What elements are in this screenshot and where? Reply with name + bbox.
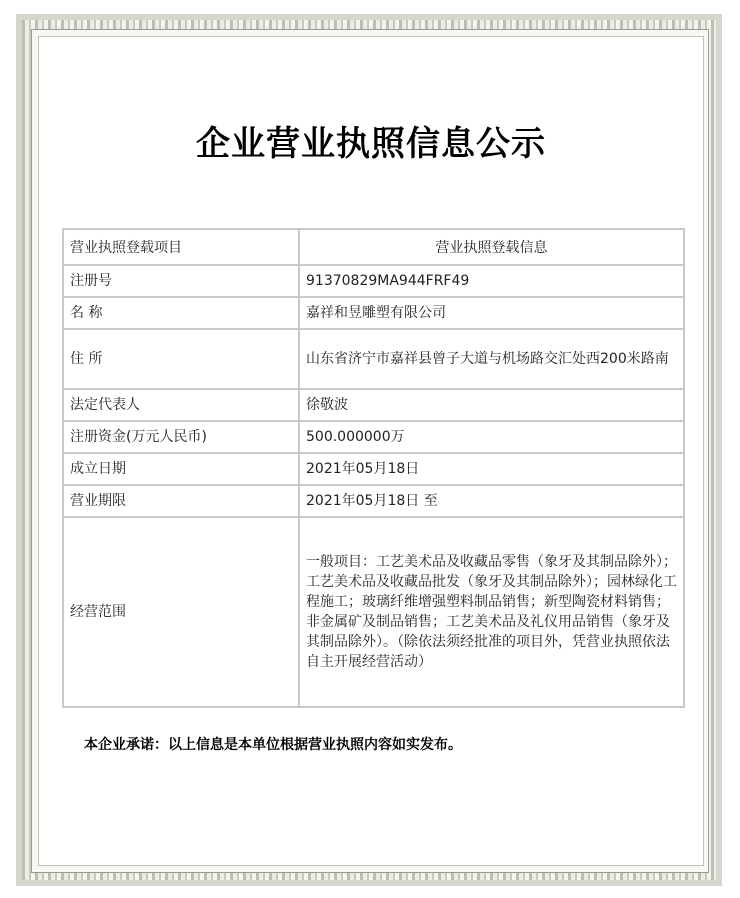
row-value: 嘉祥和昱雕塑有限公司: [299, 297, 684, 329]
row-value: 500.000000万: [299, 421, 684, 453]
header-item-column: 营业执照登载项目: [63, 229, 299, 265]
company-pledge: 本企业承诺：以上信息是本单位根据营业执照内容如实发布。: [84, 737, 462, 753]
table-row-address: [63, 329, 684, 389]
row-value: 2021年05月18日 至: [299, 485, 684, 517]
row-label: 注册资金(万元人民币): [63, 421, 299, 453]
row-label: 成立日期: [63, 453, 299, 485]
table-row-legal-representative: [63, 389, 684, 421]
row-label: 营业期限: [63, 485, 299, 517]
row-value: 一般项目：工艺美术品及收藏品零售（象牙及其制品除外）；工艺美术品及收藏品批发（象牙及其制品除外）；园林绿化工程施工；玻璃纤维增强塑料制品销售；新型陶瓷材料销售；非金属矿及制品销售；工艺美术品及礼仪用品销售（象牙及其制品除外）。（除依法须经批准的项目外，凭营业执照依法自主开展经营活动）: [299, 517, 684, 707]
license-info-table: [62, 228, 685, 708]
row-label: 名 称: [63, 297, 299, 329]
row-value: 山东省济宁市嘉祥县曾子大道与机场路交汇处西200米路南: [299, 329, 684, 389]
header-info-column: 营业执照登载信息: [299, 229, 684, 265]
row-label: 住 所: [63, 329, 299, 389]
row-label: 注册号: [63, 265, 299, 297]
row-value: 2021年05月18日: [299, 453, 684, 485]
row-label: 法定代表人: [63, 389, 299, 421]
table-row-business-term: [63, 485, 684, 517]
table-header-row: [63, 229, 684, 265]
table-row-name: [63, 297, 684, 329]
page-title: 企业营业执照信息公示: [196, 124, 546, 164]
row-value: 91370829MA944FRF49: [299, 265, 684, 297]
table-row-registered-capital: [63, 421, 684, 453]
table-row-registration-number: [63, 265, 684, 297]
table-row-establishment-date: [63, 453, 684, 485]
table-row-business-scope: [63, 517, 684, 707]
row-value: 徐敬波: [299, 389, 684, 421]
row-label: 经营范围: [63, 517, 299, 707]
